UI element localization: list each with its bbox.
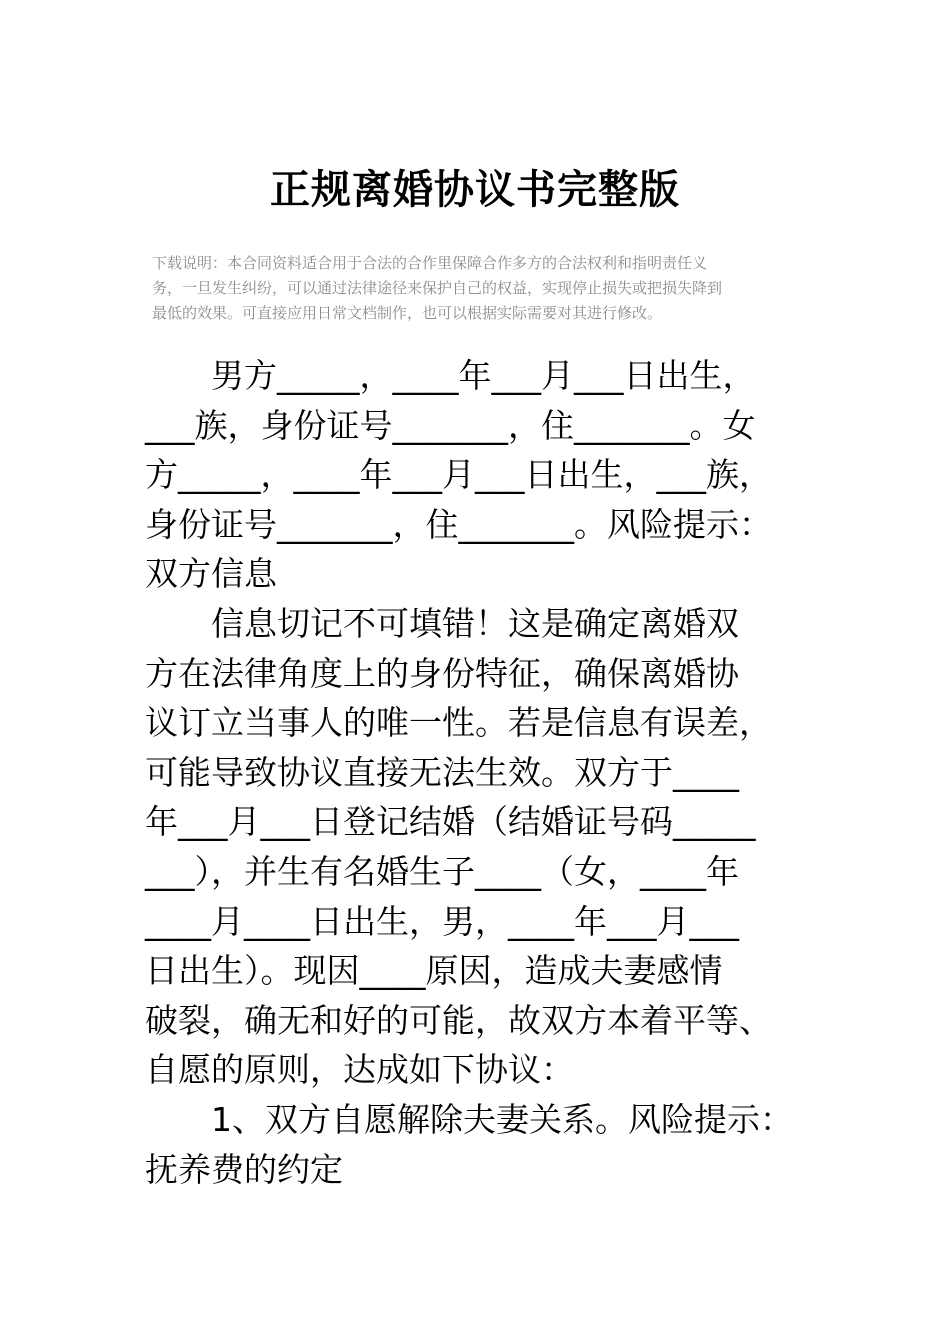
body-line: 破裂，确无和好的可能，故双方本着平等、 bbox=[145, 1000, 772, 1040]
body-line: ____月____日出生，男，____年___月___ bbox=[145, 901, 739, 941]
body-line: 身份证号_______，住_______。风险提示： bbox=[145, 504, 772, 544]
body-line: 抚养费的约定 bbox=[145, 1149, 343, 1189]
body-line: ___），并生有名婚生子____（女，____年 bbox=[145, 851, 739, 891]
document-title: 正规离婚协议书完整版 bbox=[270, 167, 680, 213]
body-line: 年___月___日登记结婚（结婚证号码_____ bbox=[145, 802, 756, 842]
body-line: 方在法律角度上的身份特征，确保离婚协 bbox=[145, 653, 739, 693]
download-note-line: 务，一旦发生纠纷，可以通过法律途径来保护自己的权益，实现停止损失或把损失降到 bbox=[152, 279, 723, 297]
body-line: ___族，身份证号_______，住_______。女 bbox=[145, 405, 756, 445]
body-line: 男方_____，____年___月___日出生， bbox=[145, 356, 756, 395]
body-line: 自愿的原则，达成如下协议： bbox=[145, 1050, 574, 1090]
download-note-line: 下载说明：本合同资料适合用于合法的合作里保障合作多方的合法权利和指明责任义 bbox=[152, 254, 708, 272]
body-line: 议订立当事人的唯一性。若是信息有误差， bbox=[145, 703, 772, 743]
download-note bbox=[152, 251, 797, 326]
body-line: 双方信息 bbox=[145, 554, 277, 594]
body-line: 1、双方自愿解除夫妻关系。风险提示： bbox=[145, 1099, 793, 1139]
body-line: 日出生）。现因____原因，造成夫妻感情 bbox=[145, 951, 723, 991]
download-note-line: 最低的效果。可直接应用日常文档制作，也可以根据实际需要对其进行修改。 bbox=[152, 304, 663, 322]
document-body bbox=[145, 351, 835, 1194]
body-line: 可能导致协议直接无法生效。双方于____ bbox=[145, 752, 739, 792]
body-line: 信息切记不可填错！这是确定离婚双 bbox=[145, 603, 739, 643]
body-line: 方_____，____年___月___日出生，___族， bbox=[145, 455, 772, 495]
